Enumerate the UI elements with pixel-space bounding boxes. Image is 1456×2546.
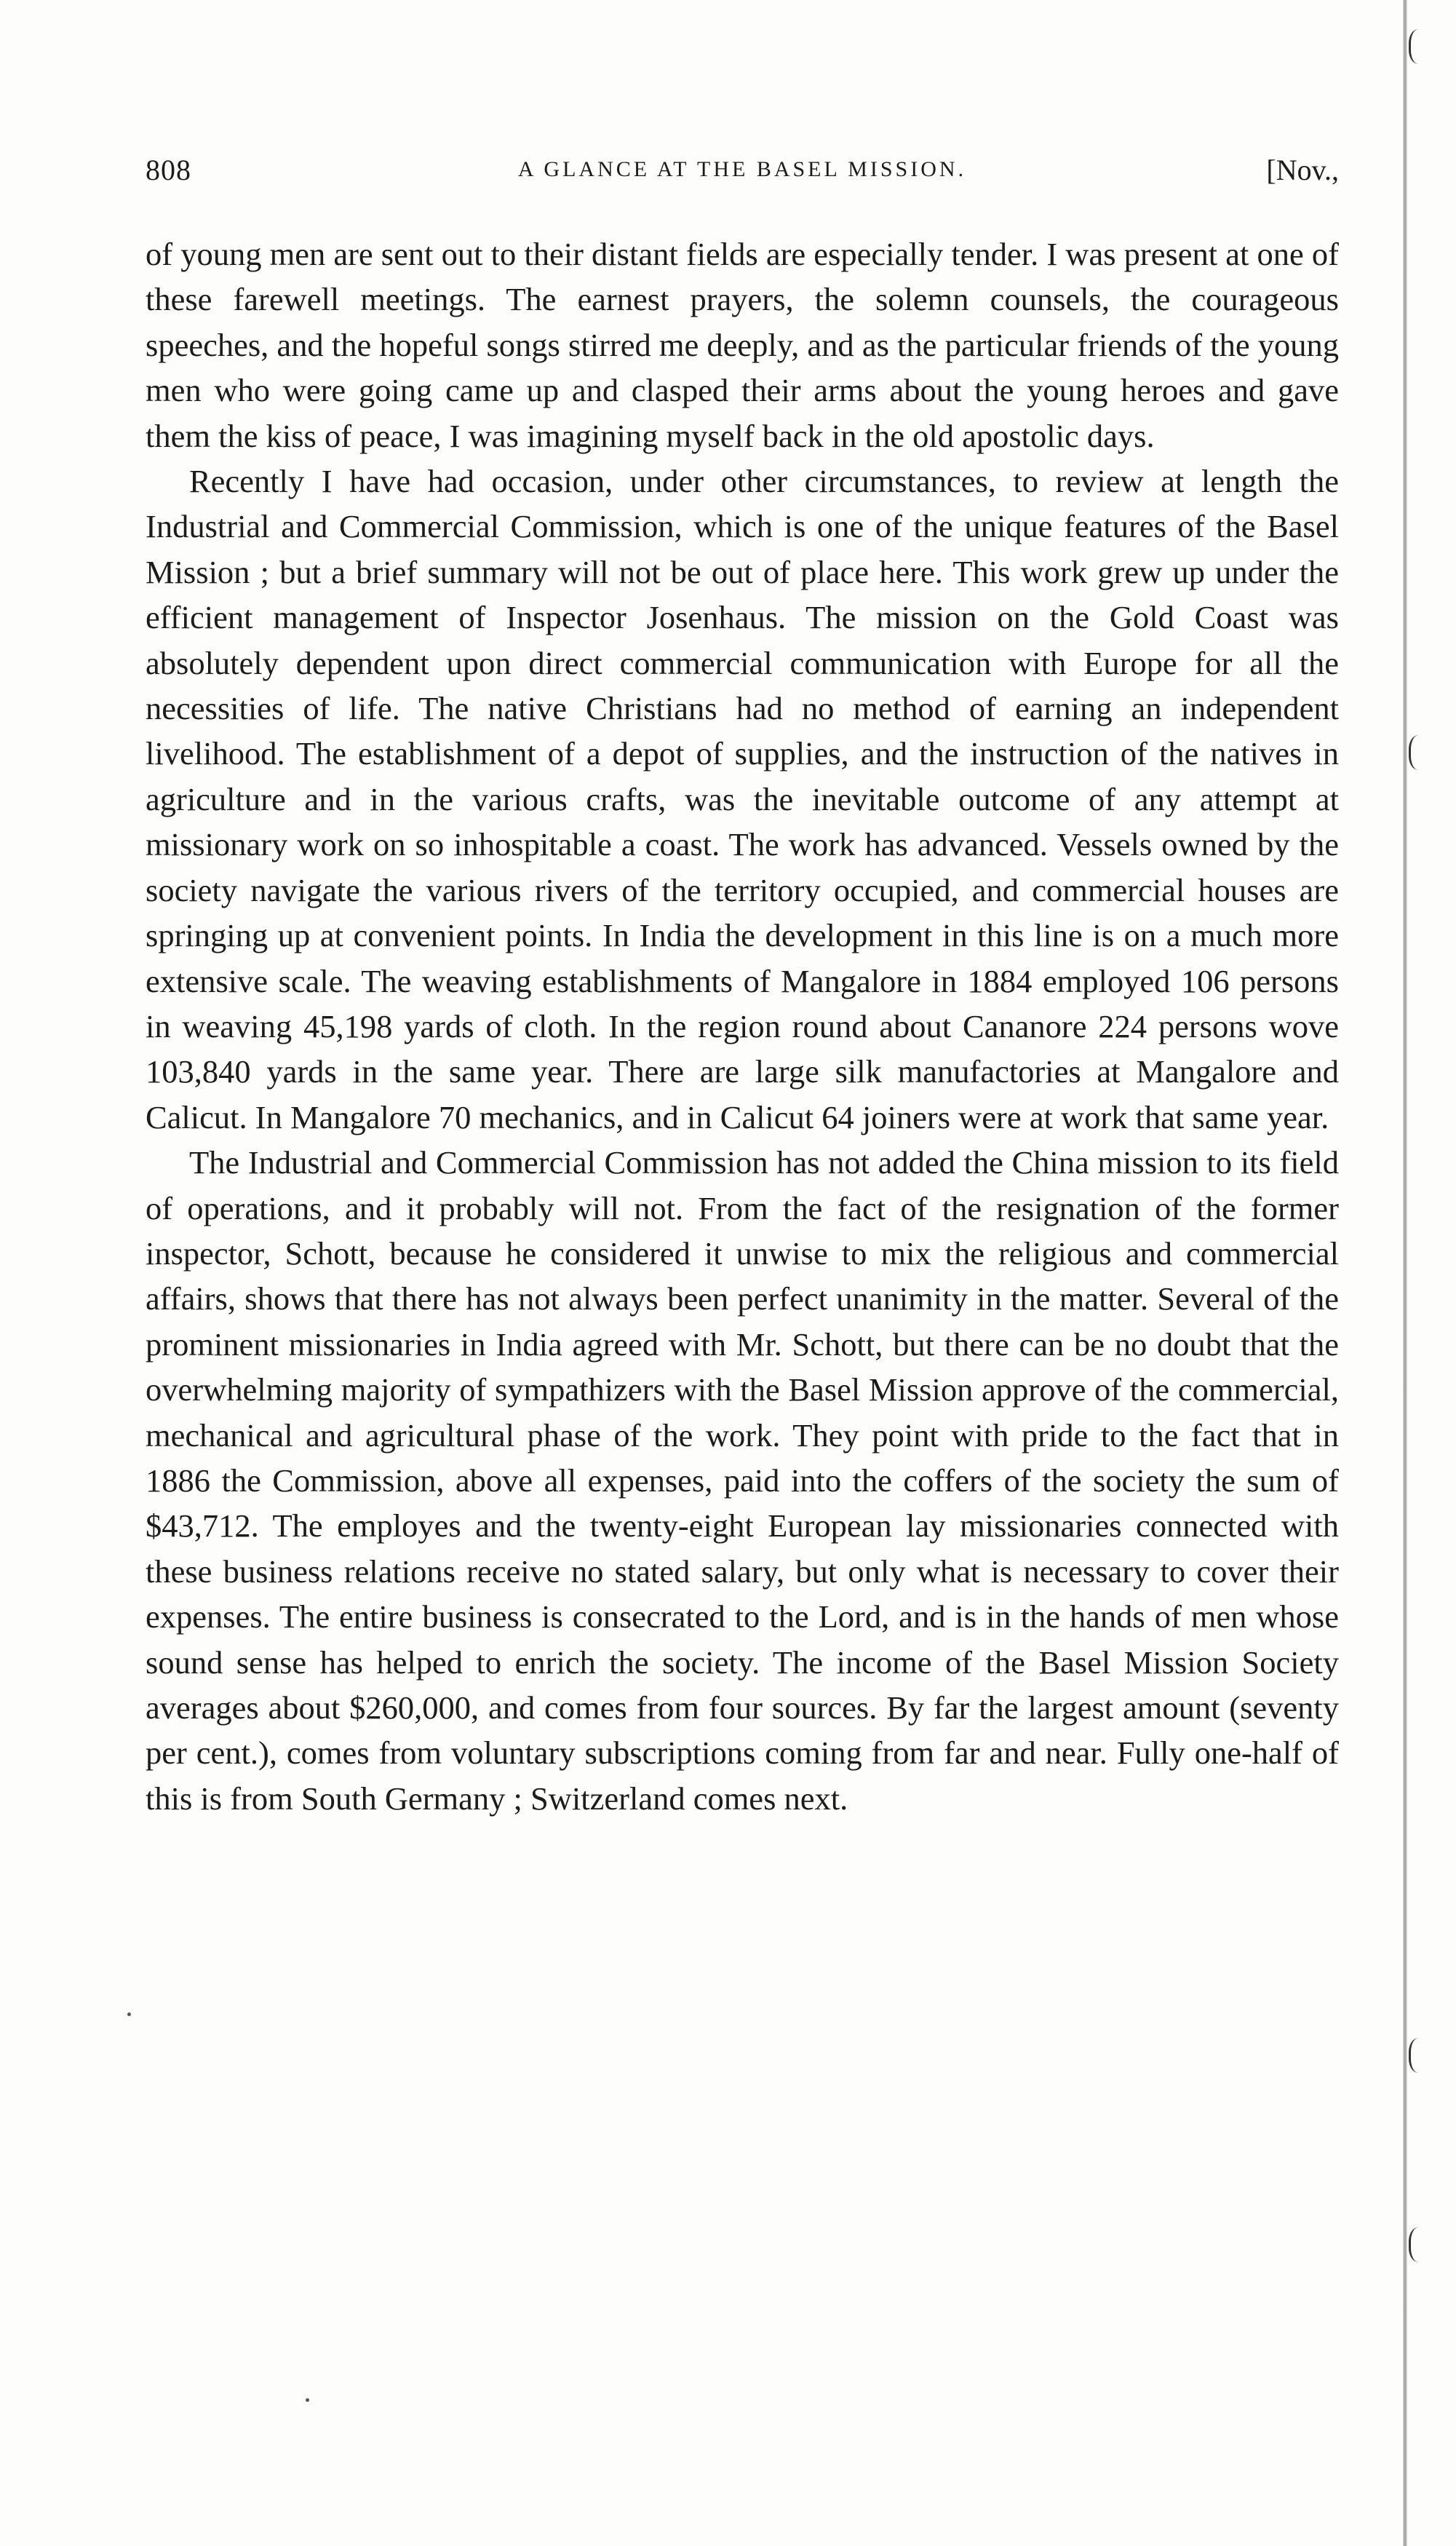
- binding-mark: [1409, 2038, 1433, 2073]
- paragraph-continued: of young men are sent out to their distant fields are especially tender. I was present at one of these farewell meetings. The earnest prayers, the solemn counsels, the courageous speeches, and the hopeful songs stirred me deeply, and as the particular friends of the young men who were going came up and clasped their arms about the young heroes and gave them the kiss of peace, I was imagining myself back in the old apostolic days.: [146, 236, 1339, 454]
- page-header: [146, 153, 1339, 197]
- article-body: [146, 231, 1339, 1821]
- binding-mark: [1409, 735, 1433, 770]
- paragraph-china-mission: The Industrial and Commercial Commission has not added the China mission to its field of operations, and it probably will not. From the fact of the resignation of the former inspector, Schott, because he considered it unwise to mix the religious and commercial affairs, shows that there has not always been perfect unanimity in the matter. Several of the prominent missionaries in India agreed with Mr. Schott, but there can be no doubt that the overwhelming majority of sympathizers with the Basel Mission approve of the commercial, mechanical and agricultural phase of the work. They point with pride to the fact that in 1886 the Commission, above all expenses, paid into the coffers of the society the sum of $43,712. The employes and the twenty-eight European lay missionaries connected with these business relations receive no stated salary, but only what is necessary to cover their expenses. The entire business is consecrated to the Lord, and is in the hands of men whose sound sense has helped to enrich the society. The income of the Basel Mission Society averages about $260,000, and comes from four sources. By far the largest amount (seventy per cent.), comes from voluntary subscriptions coming from far and near. Fully one-half of this is from South Germany ; Switzerland comes next.: [146, 1144, 1339, 1817]
- ink-speck: [127, 2012, 131, 2016]
- page-number: 808: [146, 154, 191, 186]
- header-date: [Nov.,: [1266, 154, 1339, 186]
- running-title: A GLANCE AT THE BASEL MISSION.: [517, 157, 967, 181]
- binding-edge: [1403, 0, 1407, 2546]
- binding-mark: [1409, 29, 1433, 64]
- paragraph-commission: Recently I have had occasion, under other circumstances, to review at length the Industrial and Commercial Commission, which is one of the unique features of the Basel Mission ; but a brief summary will not be out of place here. This work grew up under the efficient management of Inspector Josenhaus. The mission on the Gold Coast was absolutely dependent upon direct commercial communication with Europe for all the necessities of life. The native Christians had no method of earning an independent livelihood. The establishment of a depot of supplies, and the instruction of the natives in agriculture and in the various crafts, was the inevitable outcome of any attempt at missionary work on so inhospitable a coast. The work has advanced. Vessels owned by the society navigate the various rivers of the territory occupied, and commercial houses are springing up at convenient points. In India the development in this line is on a much more extensive scale. The weaving establishments of Mangalore in 1884 employed 106 persons in weaving 45,198 yards of cloth. In the region round about Cananore 224 persons wove 103,840 yards in the same year. There are large silk manufactories at Mangalore and Calicut. In Mangalore 70 mechanics, and in Calicut 64 joiners were at work that same year.: [146, 463, 1339, 1135]
- binding-mark: [1409, 2227, 1433, 2262]
- ink-speck: [306, 2398, 309, 2402]
